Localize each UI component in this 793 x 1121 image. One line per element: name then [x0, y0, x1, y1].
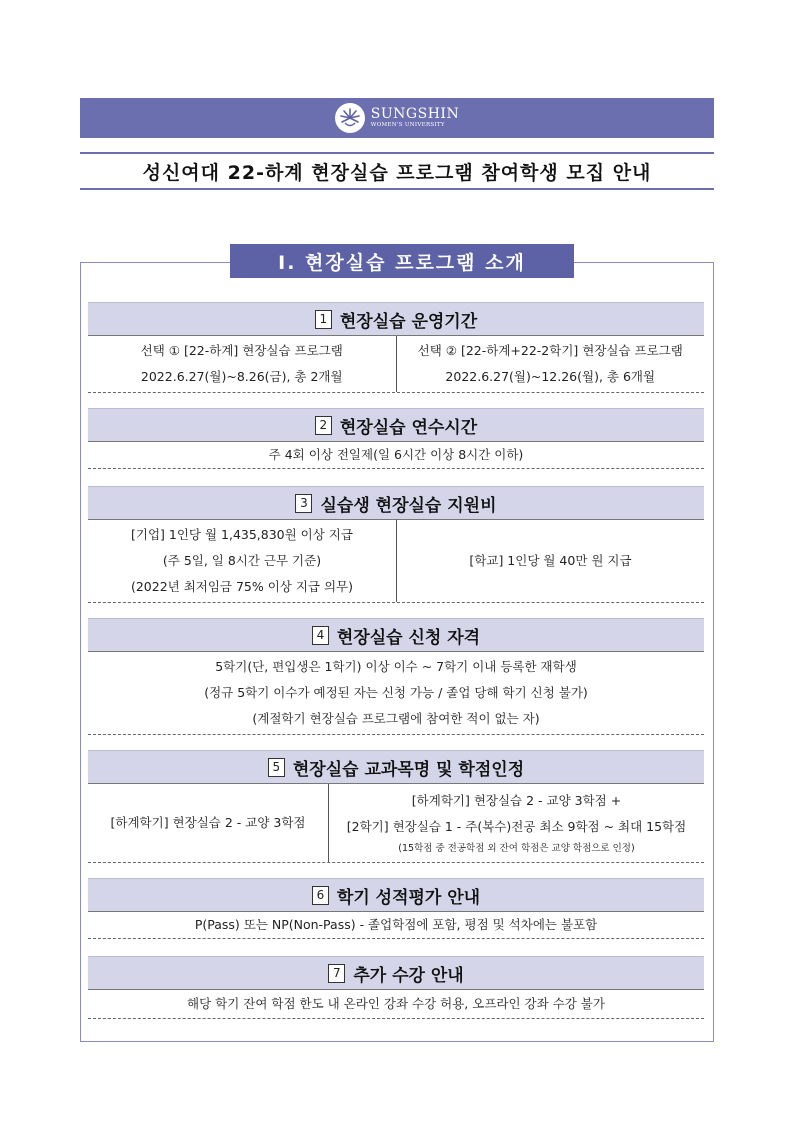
block-training-hours	[88, 408, 704, 469]
company-stipend: [기업] 1인당 월 1,435,830원 이상 지급	[131, 527, 353, 542]
summer-credit-cell	[88, 784, 328, 862]
university-logo	[335, 103, 459, 133]
block-row	[88, 912, 704, 939]
combined-credit-cell	[328, 784, 704, 862]
block-title: 실습생 현장실습 지원비	[320, 495, 497, 516]
extra-courses-cell	[88, 990, 704, 1018]
grading-cell	[88, 912, 704, 938]
extra-courses-text: 해당 학기 잔여 학점 한도 내 온라인 강좌 수강 허용, 오프라인 강좌 수강 불가	[187, 996, 605, 1011]
company-stipend-cell	[88, 520, 396, 602]
block-header	[88, 408, 704, 442]
block-number: 3	[295, 494, 312, 513]
block-title: 현장실습 운영기간	[339, 311, 478, 332]
company-stipend-basis: (주 5일, 일 8시간 근무 기준)	[162, 553, 322, 568]
block-operation-period	[88, 302, 704, 393]
university-banner	[80, 98, 714, 138]
section-title: Ⅰ. 현장실습 프로그램 소개	[230, 244, 574, 278]
credit-note: (15학점 중 전공학점 외 잔여 학점은 교양 학점으로 인정)	[398, 843, 635, 854]
block-number: 5	[268, 758, 285, 777]
block-header	[88, 302, 704, 336]
emblem-icon	[335, 103, 365, 133]
block-header	[88, 618, 704, 652]
combined-credit-line: [2학기] 현장실습 1 - 주(복수)전공 최소 9학점 ~ 최대 15학점	[346, 819, 687, 834]
company-stipend-rule: (2022년 최저임금 75% 이상 지급 의무)	[130, 579, 354, 594]
block-header	[88, 878, 704, 912]
block-number: 4	[312, 626, 329, 645]
block-number: 7	[328, 964, 345, 983]
hours-text: 주 4회 이상 전일제(일 6시간 이상 8시간 이하)	[268, 447, 524, 462]
block-title: 현장실습 연수시간	[339, 417, 478, 438]
block-extra-courses	[88, 956, 704, 1019]
summer-credit: [하계학기] 현장실습 2 - 교양 3학점	[110, 815, 306, 830]
document-title: 성신여대 22-하계 현장실습 프로그램 참여학생 모집 안내	[142, 161, 652, 184]
block-header	[88, 750, 704, 784]
logo-subtitle: WOMEN'S UNIVERSITY	[370, 122, 445, 129]
block-title: 현장실습 신청 자격	[336, 627, 481, 648]
block-header	[88, 956, 704, 990]
block-stipend	[88, 486, 704, 603]
block-number: 1	[315, 310, 332, 329]
option-1-label: 선택 ① [22-하계] 현장실습 프로그램	[140, 343, 343, 358]
logo-name: SUNGSHIN	[370, 106, 460, 123]
eligibility-line: (계절학기 현장실습 프로그램에 참여한 적이 없는 자)	[252, 711, 540, 726]
school-stipend-cell	[396, 520, 704, 602]
block-number: 2	[315, 416, 332, 435]
block-grading	[88, 878, 704, 939]
block-eligibility	[88, 618, 704, 735]
option-2-period: 2022.6.27(월)~12.26(월), 총 6개월	[445, 369, 656, 384]
block-row	[88, 442, 704, 469]
eligibility-line: 5학기(단, 편입생은 1학기) 이상 이수 ~ 7학기 이내 등록한 재학생	[215, 659, 577, 674]
option-1-period: 2022.6.27(월)~8.26(금), 총 2개월	[140, 369, 343, 384]
block-header	[88, 486, 704, 520]
block-title: 추가 수강 안내	[353, 965, 464, 986]
grading-text: P(Pass) 또는 NP(Non-Pass) - 졸업학점에 포함, 평점 및 석차에는 불포함	[194, 917, 598, 932]
block-row	[88, 990, 704, 1019]
block-number: 6	[312, 886, 329, 905]
block-course-credits	[88, 750, 704, 863]
hours-cell	[88, 442, 704, 468]
combined-credit-line: [하계학기] 현장실습 2 - 교양 3학점 +	[411, 793, 622, 808]
option-2-label: 선택 ② [22-하계+22-2학기] 현장실습 프로그램	[417, 343, 683, 358]
block-row	[88, 652, 704, 735]
eligibility-line: (정규 5학기 이수가 예정된 자는 신청 가능 / 졸업 당해 학기 신청 불가)	[204, 685, 588, 700]
school-stipend: [학교] 1인당 월 40만 원 지급	[469, 553, 632, 568]
block-title: 현장실습 교과목명 및 학점인정	[292, 759, 525, 780]
eligibility-cell	[88, 652, 704, 734]
block-row	[88, 784, 704, 863]
option-1-cell	[88, 336, 396, 392]
block-row	[88, 520, 704, 603]
document-title-bar	[80, 152, 714, 190]
block-row	[88, 336, 704, 393]
option-2-cell	[396, 336, 705, 392]
block-title: 학기 성적평가 안내	[336, 887, 481, 908]
